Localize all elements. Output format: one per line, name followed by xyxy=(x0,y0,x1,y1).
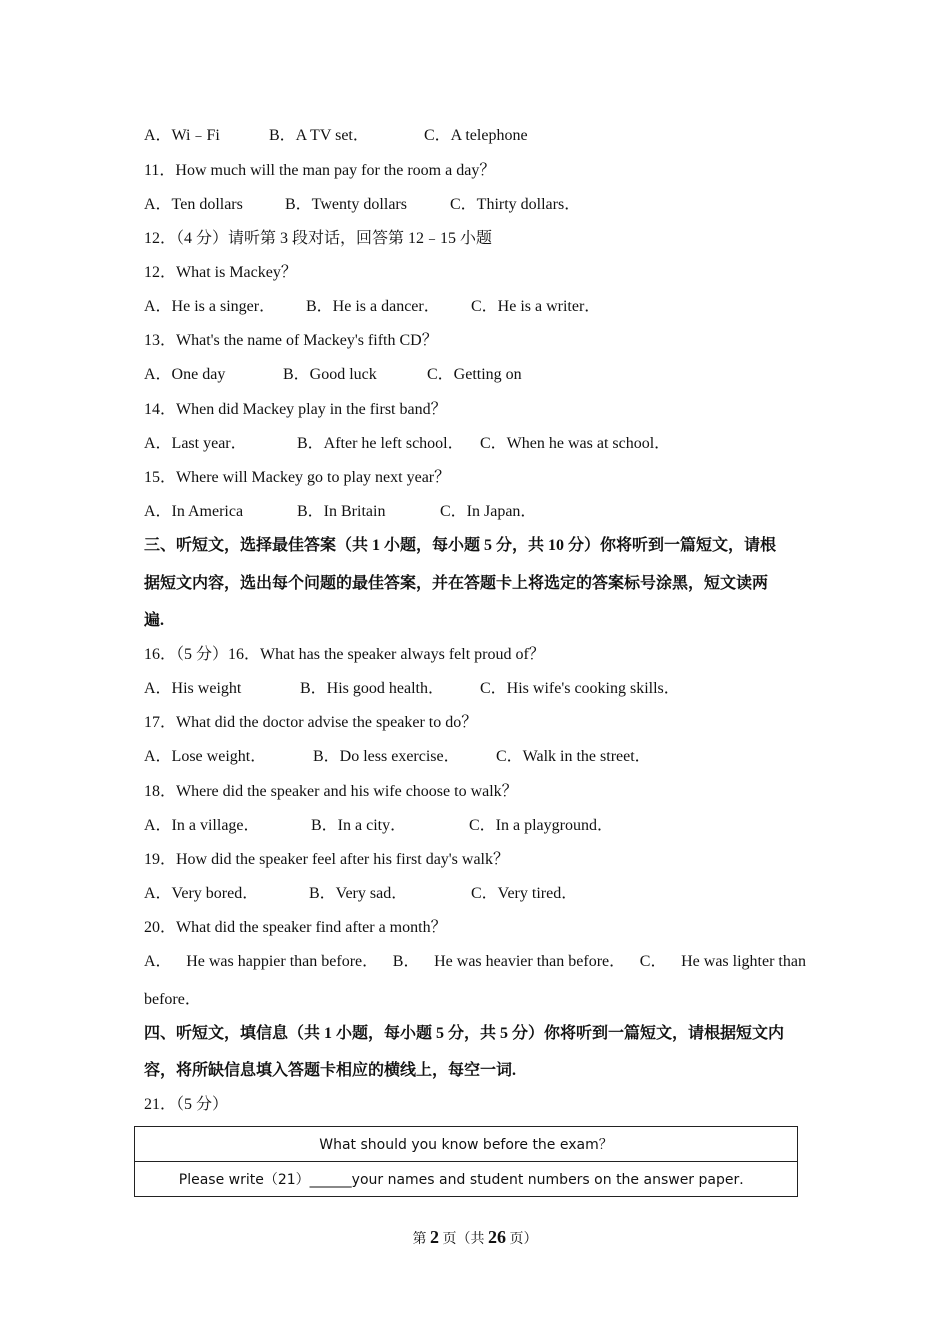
q11-option-a: A．Ten dollars xyxy=(144,196,243,213)
q20-question: 20．What did the speaker find after a month？ xyxy=(144,919,447,936)
part3-instruction: 12．（4 分）请听第 3 段对话，回答第 12﹣15 小题 xyxy=(144,230,493,247)
q15-question: 15．Where will Mackey go to play next year？ xyxy=(144,469,451,486)
section3-heading-line1: 三、听短文，选择最佳答案（共 1 小题，每小题 5 分，共 10 分）你将听到一篇短文，请根 xyxy=(144,537,777,554)
q20-option-b-letter: B． xyxy=(392,953,420,970)
q18-option-b: B．In a city． xyxy=(311,817,407,834)
section4-heading-line2: 容，将所缺信息填入答题卡相应的横线上，每空一词. xyxy=(144,1062,517,1079)
info-table-header: What should you know before the exam？ xyxy=(135,1127,798,1162)
footer-middle: 页（共 xyxy=(442,1232,485,1247)
section4-heading-line1: 四、听短文，填信息（共 1 小题，每小题 5 分，共 5 分）你将听到一篇短文，请根据短文内 xyxy=(144,1025,785,1042)
q20-option-c-continuation: before． xyxy=(144,991,201,1008)
q19-option-c: C．Very tired． xyxy=(471,885,578,902)
table-row xyxy=(135,1162,798,1197)
q19-option-a: A．Very bored． xyxy=(144,885,259,902)
q20-option-c-letter: C． xyxy=(639,953,667,970)
q21-info-table xyxy=(134,1126,798,1197)
q11-option-b: B．Twenty dollars xyxy=(285,196,407,213)
q20-option-b-text: He was heavier than before． xyxy=(434,953,626,970)
q12-option-c: C．He is a writer． xyxy=(471,298,601,315)
q12-option-a: A．He is a singer． xyxy=(144,298,276,315)
footer-page-number: 2 xyxy=(430,1227,439,1247)
q12-question: 12．What is Mackey？ xyxy=(144,264,297,281)
q10-option-b: B．A TV set． xyxy=(269,127,369,144)
q21-label: 21．（5 分） xyxy=(144,1096,229,1113)
q18-option-c: C．In a playground． xyxy=(469,817,613,834)
q11-option-c: C．Thirty dollars． xyxy=(450,196,581,213)
q20-option-c-text: He was lighter than xyxy=(681,953,806,970)
page-footer xyxy=(0,1227,950,1248)
q17-question: 17．What did the doctor advise the speaker to do？ xyxy=(144,714,478,731)
info-table-fill-blank: Please write（21）______your names and student numbers on the answer paper． xyxy=(135,1162,798,1197)
q20-option-a-letter: A． xyxy=(144,953,172,970)
q15-option-c: C．In Japan． xyxy=(440,503,537,520)
q17-option-a: A．Lose weight． xyxy=(144,748,267,765)
q14-question: 14．When did Mackey play in the first band？ xyxy=(144,401,447,418)
q11-question: 11．How much will the man pay for the room a day？ xyxy=(144,162,496,179)
q14-option-c: C．When he was at school． xyxy=(480,435,671,452)
footer-prefix: 第 xyxy=(412,1232,427,1247)
footer-suffix: 页） xyxy=(509,1232,538,1247)
q20-option-a-text: He was happier than before． xyxy=(186,953,379,970)
section3-heading-line2: 据短文内容，选出每个问题的最佳答案，并在答题卡上将选定的答案标号涂黑，短文读两 xyxy=(144,575,769,592)
q15-option-a: A．In America xyxy=(144,503,244,520)
q17-option-b: B．Do less exercise． xyxy=(313,748,460,765)
q16-option-c: C．His wife's cooking skills． xyxy=(480,680,680,697)
q15-option-b: B．In Britain xyxy=(297,503,386,520)
q19-option-b: B．Very sad． xyxy=(309,885,408,902)
q10-option-a: A．Wi﹣Fi xyxy=(144,127,220,144)
section3-heading-line3: 遍. xyxy=(144,612,165,629)
q13-option-b: B．Good luck xyxy=(283,366,377,383)
q18-option-a: A．In a village． xyxy=(144,817,260,834)
table-row xyxy=(135,1127,798,1162)
q14-option-b: B．After he left school． xyxy=(297,435,464,452)
q16-question: 16．（5 分）16．What has the speaker always felt proud of？ xyxy=(144,646,545,663)
q16-option-b: B．His good health． xyxy=(300,680,444,697)
q10-option-c: C．A telephone xyxy=(424,127,528,144)
q12-option-b: B．He is a dancer． xyxy=(306,298,440,315)
footer-total-pages: 26 xyxy=(488,1227,506,1247)
q13-option-c: C．Getting on xyxy=(427,366,522,383)
q19-question: 19．How did the speaker feel after his first day's walk？ xyxy=(144,851,510,868)
q13-option-a: A．One day xyxy=(144,366,226,383)
q20-options xyxy=(144,952,806,972)
q16-option-a: A．His weight xyxy=(144,680,242,697)
q18-question: 18．Where did the speaker and his wife choose to walk？ xyxy=(144,783,518,800)
q13-question: 13．What's the name of Mackey's fifth CD？ xyxy=(144,332,438,349)
q14-option-a: A．Last year． xyxy=(144,435,247,452)
q17-option-c: C．Walk in the street． xyxy=(496,748,651,765)
